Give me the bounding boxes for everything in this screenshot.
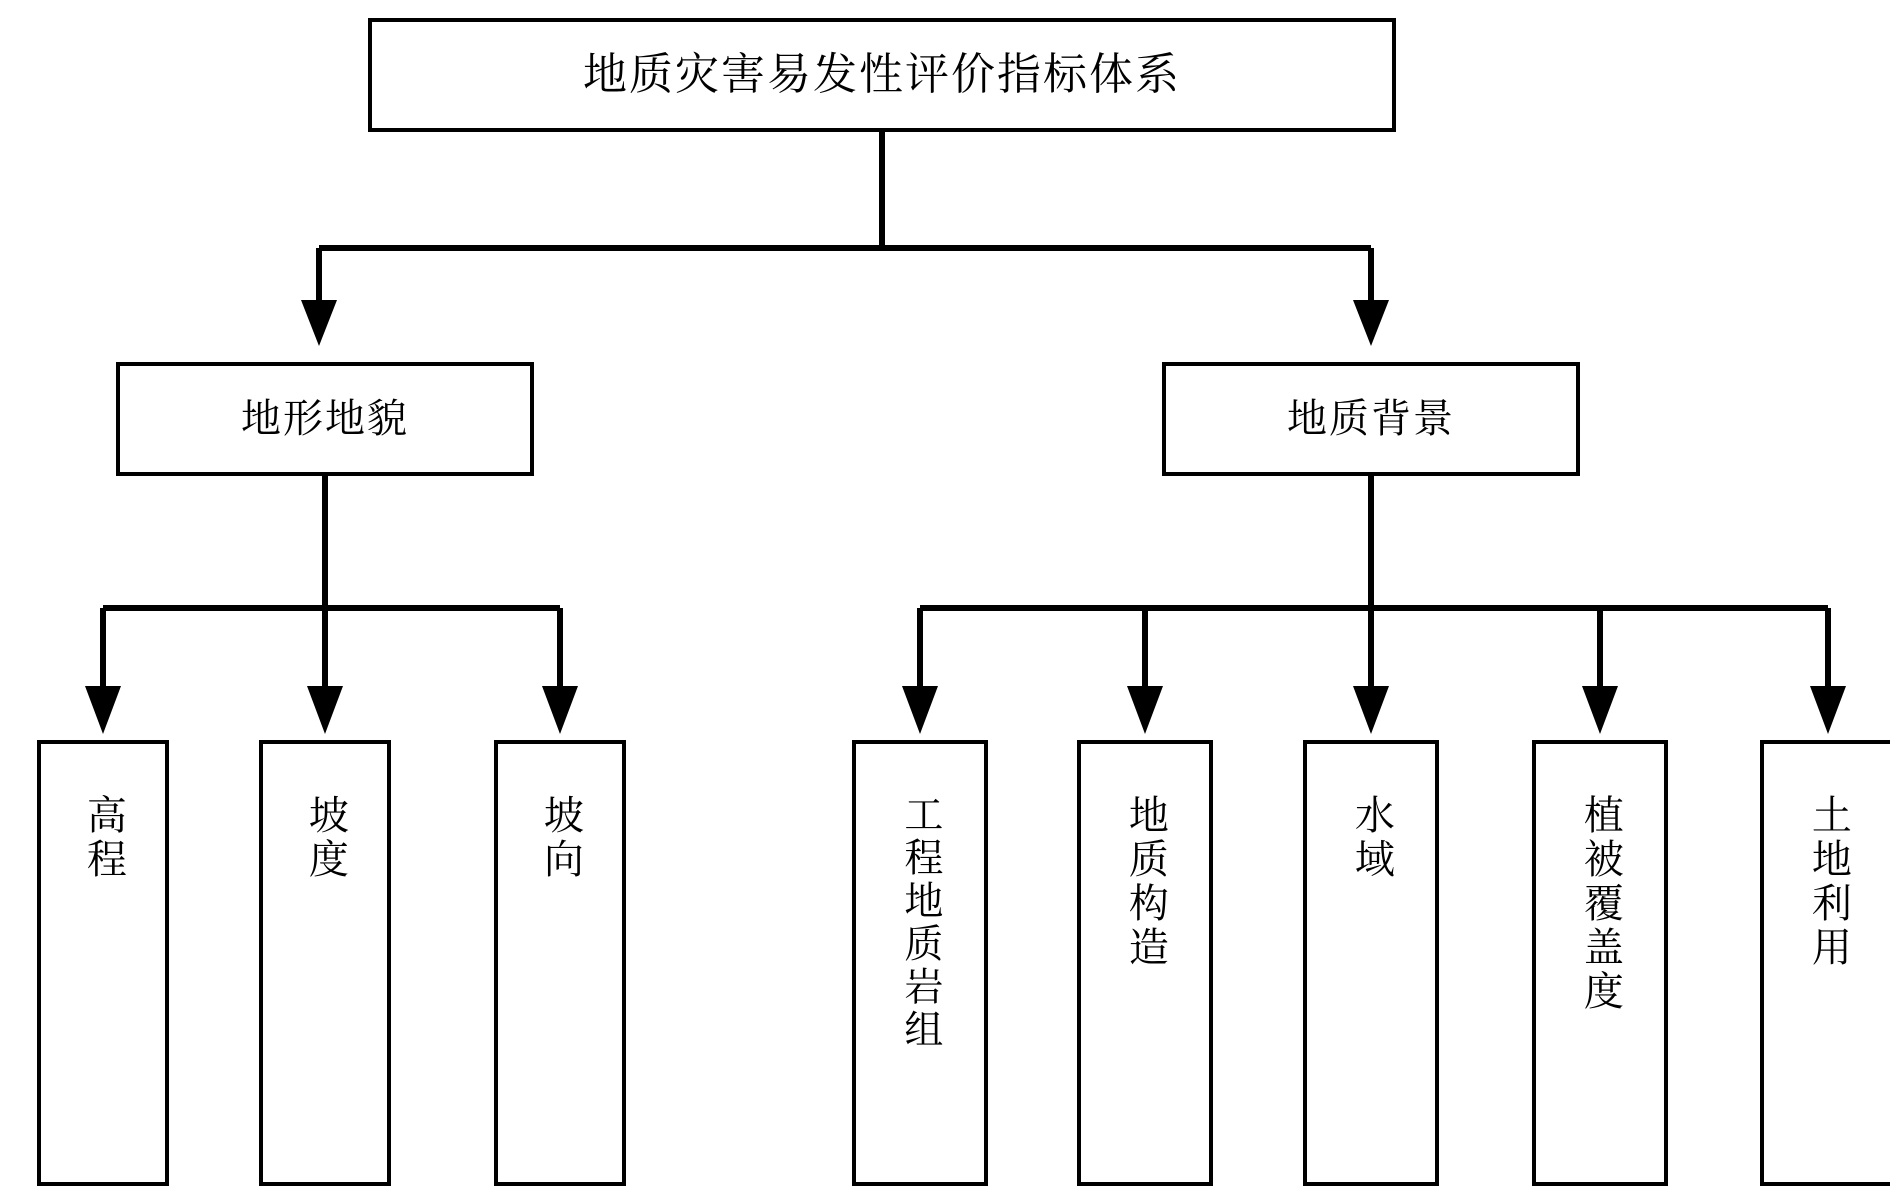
node-elevation [37,740,169,1186]
node-engineering-rock-group [852,740,988,1186]
node-elevation-label: 高程 [81,794,127,882]
node-terrain [116,362,534,476]
node-land-use [1760,740,1890,1186]
node-slope-label: 坡度 [303,794,349,882]
node-geological-structure-label: 地质构造 [1123,794,1169,970]
node-geology [1162,362,1580,476]
node-vegetation-coverage [1532,740,1668,1186]
node-water-area [1303,740,1439,1186]
node-vegetation-coverage-label: 植被覆盖度 [1578,794,1624,1014]
node-water-area-label: 水域 [1349,794,1395,882]
node-slope [259,740,391,1186]
node-root-label: 地质灾害易发性评价指标体系 [583,49,1181,99]
node-engineering-rock-group-label: 工程地质岩组 [898,794,942,1052]
node-aspect-label: 坡向 [538,794,584,882]
node-geological-structure [1077,740,1213,1186]
node-geology-label: 地质背景 [1287,396,1455,441]
node-terrain-label: 地形地貌 [241,396,409,441]
node-land-use-label: 土地利用 [1806,794,1852,970]
node-root [368,18,1396,132]
node-aspect [494,740,626,1186]
